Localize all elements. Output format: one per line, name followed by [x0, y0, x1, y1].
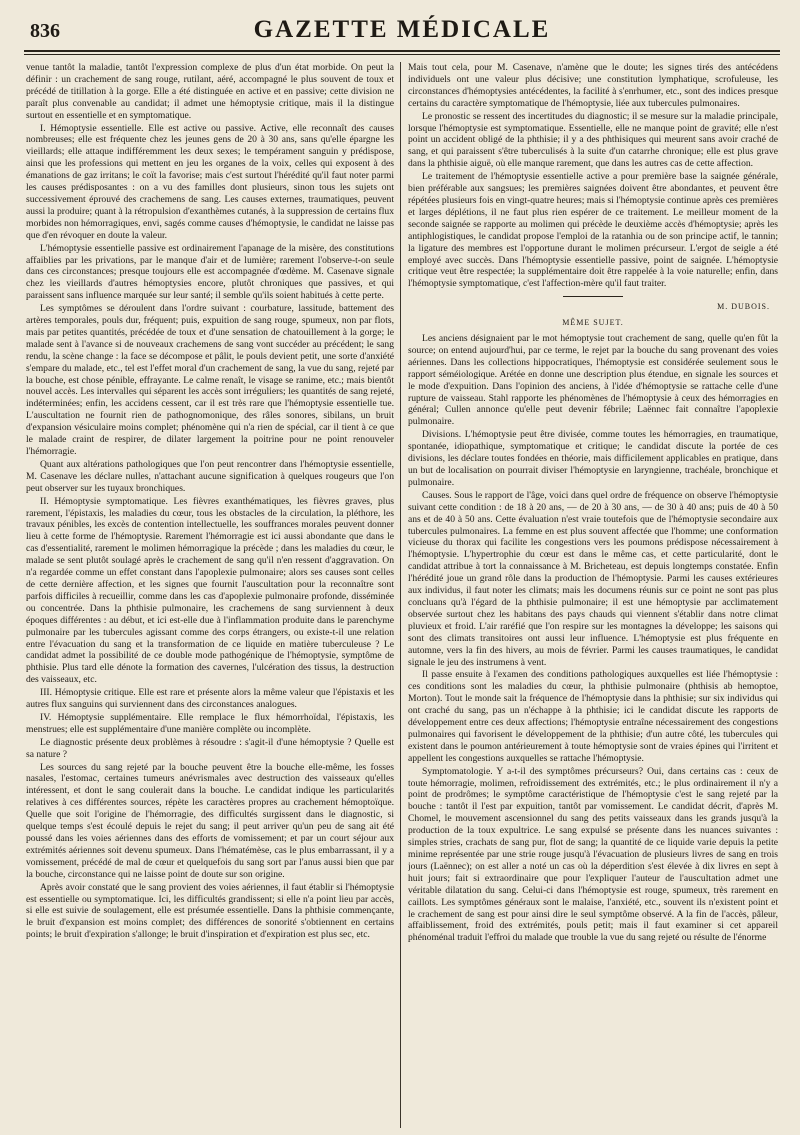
masthead-title: GAZETTE MÉDICALE: [253, 16, 551, 43]
paragraph: Il passe ensuite à l'examen des conditions pathologiques auxquelles est liée l'hémoptysie : ces conditions sont les maladies du cœur, la phthisie pulmonaire (phthisis ab hemoptoe, Morton). Tout le monde sait la fréquence de l'hémoptysie dans la phthisie; sur six individus qui ont craché du sang, pas un n'échappe à la phthisie; ici le candidat discute les rapports de développement entre ces deux affections; l'hémoptysie entraîne nécessairement des congestions pulmonaires qui favorisent le développement de la phthisie; d'un autre côté, les tubercules qui existent dans le poumon antérieurement à toute hémoptysie sont de vraies épines qui l'irritent et appellent les congestions auxquelles se rattache l'hémoptysie.: [408, 669, 778, 764]
left-column: [26, 62, 394, 1128]
right-column: [408, 62, 778, 1128]
paragraph: venue tantôt la maladie, tantôt l'expression complexe de plus d'un état morbide. On peut la définir : un crachement de sang rouge, rutilant, aéré, accompagné le plus souvent de toux et précédé de titillation à la gorge. Elle a été distinguée en active et en passive; cette division ne paraît plus convenable au candidat; il admet une hémoptysie critique, mais il la distingue surtout en essentielle et en symptomatique.: [26, 62, 394, 121]
paragraph: Après avoir constaté que le sang provient des voies aériennes, il faut établir si l'hémoptysie est essentielle ou symptomatique. Ici, les difficultés grandissent; si elle n'a point lieu par accès, si elle est suivie de soulagement, elle est présumée essentielle. Dans la phthisie commençante, le bruit d'expansion est moins complet; des différences de sonorité s'obtiennent en certains points; le bruit d'expiration s'allonge; le bruit d'inspiration et d'expiration est plus sec, etc.: [26, 881, 394, 941]
paragraph: Les sources du sang rejeté par la bouche peuvent être la bouche elle-même, les fosses nasales, l'estomac, certaines tumeurs anévrismales avec destruction des vaisseaux qu'elles intéressent, et dont le sang coulerait dans la bouche. Le candidat indique les particularités relatives à ces différentes sources, répète les caractères propres au crachement hémoptoïque. Quelle que soit l'origine de l'hémorragie, des difficultés surgissent dans le diagnostic, si quelque temps s'est écoulé depuis le rejet du sang; il peut arriver qu'un peu de sang ait été poussé dans les voies aériennes dans des efforts de vomissement; et par un court séjour aux extrémités aériennes soit devenu spumeux. Dans l'hématémèse, cas le plus embarrassant, il y a vomissement, précédé de mal de cœur et quelquefois du sang sort par l'anus aussi bien que par la bouche, circonstance qui ne laisse point de doute sur son origine.: [26, 761, 394, 880]
paragraph: Les anciens désignaient par le mot hémoptysie tout crachement de sang, quelle qu'en fût la source; on entend aujourd'hui, par ce terme, le rejet par la bouche du sang provenant des voies aériennes. Dans les collections hippocratiques, l'hémoptysie est considérée seulement sous le rapport séméiologique. Arétée en donne une description plus étendue, en signale les sources et le mode d'expuition. Dans l'opinion des anciens, à l'idée d'hémoptysie se rattache celle d'une rupture de vaisseau. Stahl rapporte les phénomènes de l'hémoptysie à ceux des hémorragies en général; Cullen annonce qu'elle peut devenir fébrile; Laënnec fait connaître l'apoplexie pulmonaire.: [408, 333, 778, 428]
paragraph: Divisions. L'hémoptysie peut être divisée, comme toutes les hémorragies, en traumatique, spontanée, idiopathique, symptomatique et critique; le candidat discute la portée de ces divisions, les déclare toutes fondées en théorie, mais difficilement applicables en pratique, dans un but de localisation on pourrait diviser l'hémoptysie en laryngienne, trachéale, bronchique et pulmonaire.: [408, 429, 778, 488]
header-rule: [24, 54, 780, 55]
paragraph: Le pronostic se ressent des incertitudes du diagnostic; il se mesure sur la maladie principale, lorsque l'hémoptysie est symptomatique. Essentielle, elle ne manque point de gravité; elle n'est point un accident obligé de la phthisie; il y a des phthisiques qui meurent sans avoir craché de sang, et qui paraissent s'être tuberculisés à la suite d'un catarrhe chronique; elle est plus grave dans la phthisie aiguë, où elle manque rarement, que dans les autres cas de cette affection.: [408, 110, 778, 170]
section-rule: [563, 296, 623, 297]
section-subheading: MÊME SUJET.: [562, 318, 624, 328]
paragraph: II. Hémoptysie symptomatique. Les fièvres exanthématiques, les fièvres graves, plus rarement, l'épistaxis, les maladies du cœur, tous les obstacles de la circulation, la pléthore, les travaux pénibles, les excès de contention intellectuelle, les souffrances morales peuvent donner lieu à cette forme de l'hémoptysie. Rarement l'hémorragie est ici aussi abondante que dans le cas d'essentialité, rarement le molimen hémorragique la précède ; dans les maladies du cœur, le malade se sent plutôt soulagé après le crachement de sang qu'il n'en ressent d'aggravation. On n'a regardée comme un effet constant dans l'apoplexie pulmonaire; alors ses causes sont celles de cette dernière affection, et les signes que fournit l'auscultation pour la reconnaître sont parfois difficiles à recueillir, comme dans les cas d'apoplexie pulmonaire profonde, disséminée ou concentrée. Dans la phthisie pulmonaire, les crachemens de sang surviennent à deux époques différentes : au début, et ici est-elle due à l'inflammation produite dans le parenchyme pulmonaire par les tubercules agissant comme des corps étrangers, ou existe-t-il une relation entre l'évacuation du sang et la transformation de ce liquide en matière tuberculeuse ? Le candidat admet la possibilité de ce double mode pathogénique de l'hémoptysie, symptôme de phthisie. Plus tard elle dénote la formation des cavernes, l'ulcération des tissus, la destruction des vaisseaux, etc.: [26, 495, 394, 686]
page-number: 836: [30, 20, 60, 42]
right-column-section-2: [408, 333, 778, 944]
page-header: [24, 14, 780, 52]
paragraph: Les symptômes se déroulent dans l'ordre suivant : courbature, lassitude, battement des artères temporales, pouls dur, fréquent; puis, expuition de sang rouge, spumeux, non par flots, mais par petites quantités, précédée de toux et d'une sensation de chatouillement à la gorge; le malade sent à l'avance si de nouveaux crachemens de sang vont succéder au précédent; le sang rendu, la scène change : la face se décompose et pâlit, le pouls devient petit, une sorte d'anxiété s'empare du malade, etc., tel est l'effet moral d'un crachement de sang, la vue du sang, rejeté par la bouche, est chose pénible, effrayante. Le calme renaît, le visage se ranime, etc.; mais bientôt nouvel accès. Les intervalles qui séparent les accès sont irréguliers; les quantités de sang rejeté, indéterminées; enfin, les accidens cessent, car il est très rare que l'hémoptysie essentielle tue. L'auscultation ne fournit rien de pathognomonique, des râles sonores, sibilans, un bruit d'expansion vésiculaire moins complet; phénomène qui n'a rien de spécial, car il tient à ce que le malade craint de respirer, de dilater largement la poitrine pour ne point renouveler l'hémorragie.: [26, 303, 394, 457]
paragraph: Le traitement de l'hémoptysie essentielle active a pour première base la saignée générale, bien préférable aux sangsues; les premières saignées doivent être abondantes, et peuvent être répétées plusieurs fois en vingt-quatre heures; mais si l'hémoptysie continue après ces premières et larges déplétions, il ne faut plus rien espérer de ce traitement. Le meilleur moment de la seconde saignée se rapporte au molimen qui précède le deuxième accès d'hémoptysie; après les antiphlogistiques, le candidat propose l'emploi de la ratanhia ou de son principe actif, le tannin; la ligature des membres est l'opportune durant le molimen précurseur. L'ergot de seigle a été employé avec succès. Dans l'hémoptysie essentielle passive, point de saignée. L'hémoptysie critique veut être respectée; la supplémentaire doit être rappelée à la voie naturelle; enfin, dans l'hémoptysie symptomatique, c'est l'affection-mère qu'il faut traiter.: [408, 171, 778, 290]
paragraph: Le diagnostic présente deux problèmes à résoudre : s'agit-il d'une hémoptysie ? Quelle est sa nature ?: [26, 736, 394, 760]
paragraph: L'hémoptysie essentielle passive est ordinairement l'apanage de la misère, des constitutions affaiblies par les privations, par le manque d'air et de lumière; rarement l'observe-t-on seule dans ces circonstances; presque toujours elle est accompagnée d'œdème. M. Casenave signale chez les vieillards d'autres hémoptysies encore, plutôt chroniques que passives, et qui paraissent sans influence marquée sur leur santé; il semble qu'ils soient habitués à cette perte.: [26, 242, 394, 302]
paragraph: I. Hémoptysie essentielle. Elle est active ou passive. Active, elle reconnaît des causes nombreuses; elle est fréquente chez les jeunes gens de 20 à 30 ans, sans qu'elle épargne les vieillards; elle attaque indifféremment les deux sexes; le tempérament sanguin y prédispose, ainsi que les professions qui mettent en jeu les organes de la voix, celles qui exposent à des émanations de gaz irritans; le coït la favorise; mais c'est surtout l'hérédité qu'il faut noter parmi les causes prédisposantes : on a vu des familles dont plusieurs, sinon tous les sujets ont successivement éprouvé des crachemens de sang. Les causes externes, traumatiques, peuvent aussi la produire; quant à la rétropulsion d'exanthèmes cutanés, à la suppression de certains flux morbides non hémorragiques, envi, sagés comme causes d'hémoptysie, le candidat ne laisse pas que d'en révoquer en doute la valeur.: [26, 122, 394, 241]
right-column-section-1: [408, 62, 778, 290]
paragraph: Quant aux altérations pathologiques que l'on peut rencontrer dans l'hémoptysie essentielle, M. Casenave les déclare nulles, n'attachant aucune signification à quelques rougeurs que l'on peut observer sur les tuyaux bronchiques.: [26, 458, 394, 494]
paragraph: III. Hémoptysie critique. Elle est rare et présente alors la même valeur que l'épistaxis et les autres flux sanguins qui surviennent dans des circonstances analogues.: [26, 687, 394, 711]
paragraph: IV. Hémoptysie supplémentaire. Elle remplace le flux hémorrhoïdal, l'épistaxis, les menstrues; elle est supplémentaire d'une manière complète ou incomplète.: [26, 711, 394, 735]
column-divider: [400, 62, 401, 1128]
paragraph: Causes. Sous le rapport de l'âge, voici dans quel ordre de fréquence on observe l'hémoptysie suivant cette condition : de 18 à 20 ans, — de 20 à 30 ans, — de 30 à 40 ans; puis de 40 à 50 ans et de 40 à 50 ans. Cette évaluation n'est vraie toutefois que de l'hémoptysie secondaire aux tubercules pulmonaires. La femme en est plus souvent affectée que l'homme; une conformation vicieuse du thorax qui facilite les congestions vers les poumons prédispose nécessairement à l'hémoptysie. L'hypertrophie du cœur est dans le même cas, et cette particularité, dont le candidat attribue à tort la connaissance à M. Bricheteau, est depuis longtemps constatée. Enfin l'hérédité joue un grand rôle dans la production de l'hémoptysie. Parmi les causes extérieures aux individus, il faut noter les climats; mais les documens réunis sur ce point ne sont pas plus concluans qu'à l'égard de la phthisie pulmonaire; il est une hémoptysie par acclimatement observée surtout chez les habitans des pays chauds qui viennent s'établir dans notre climat pluvieux et froid. L'air raréfié que l'on respire sur les montagnes la développe; les saisons qui sont des climats transitoires ont aussi leur influence. L'hémoptysie est plus fréquente en automne, vers la fin des hivers, au mois de février. Parmi les causes traumatiques, le candidat signale le jeu des instrumens à vent.: [408, 489, 778, 668]
author-signature: M. DUBOIS.: [717, 302, 770, 312]
paragraph: Symptomatologie. Y a-t-il des symptômes précurseurs? Oui, dans certains cas : ceux de toute hémorragie, molimen, refroidissement des extrémités, etc.; le plus ordinairement il n'y a point de prodrômes; le symptôme caractéristique de l'hémoptysie c'est le sang rejeté par la bouche : tantôt il l'est par expuition, tantôt par vomissement. Le candidat décrit, d'après M. Chomel, le mouvement ascensionnel du sang des petits vaisseaux dans les grands jusqu'à la production de la toux expultrice. Le sang expulsé se présente dans les nuances suivantes : simples stries, crachats de sang pur, flot de sang; la quantité de ce liquide varie depuis la petite minime représentée par une strie rouge jusqu'à l'évacuation de plusieurs livres de sang en trois jours (Laënnec); on est aller a noté un cas où la déperdition s'est élevée à dix livres en sept à huit jours; fait si extraordinaire que pour l'expliquer l'auteur de l'auscultation admet une véritable dilatation du sang. Celui-ci dans l'hémoptysie est rouge, spumeux, très rarement en caillots. Les symptômes généraux sont le malaise, l'anxiété, etc., souvent ils n'existent point et le crachement de sang est pour ainsi dire le seul symptôme observé. A la fin de l'accès, pâleur, affaiblissement, froid des extrémités, pouls petit; mais il faut examiner si cet appareil phénoménal traduit l'effroi du malade que trouble la vue du sang rejeté ou résulte de l'énorme: [408, 765, 778, 944]
paragraph: Mais tout cela, pour M. Casenave, n'amène que le doute; les signes tirés des antécédens individuels ont une valeur plus décisive; une constitution lymphatique, scrofuleuse, les circonstances d'hémoptysies antécédentes, la facilité à s'enrhumer, etc., sont des indices presque certains du caractère symptomatique de l'hémoptysie, liée aux tubercules pulmonaires.: [408, 62, 778, 109]
